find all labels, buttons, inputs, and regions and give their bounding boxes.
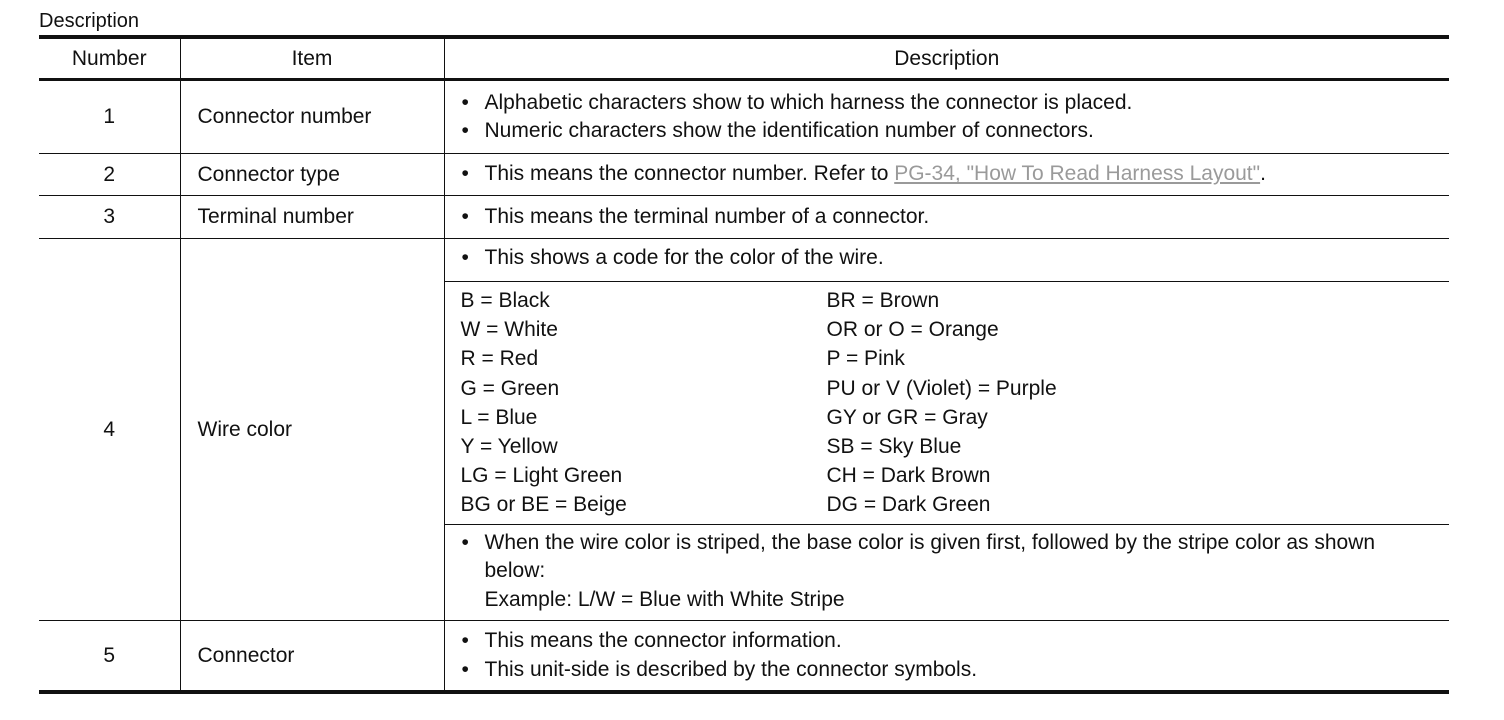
color-code: P = Pink <box>826 347 905 371</box>
color-code: OR or O = Orange <box>826 318 999 342</box>
row-item: Connector <box>180 621 444 693</box>
color-code: BR = Brown <box>826 289 940 312</box>
color-code: R = Red <box>460 347 539 371</box>
bullet-item: • Numeric characters show the identification number of connectors. <box>461 117 1436 146</box>
bullet-item <box>461 529 1436 615</box>
color-code: LG = Light Green <box>460 464 623 488</box>
bullet-text-end: . <box>1260 162 1266 186</box>
header-row <box>39 37 1449 80</box>
color-code: L = Blue <box>460 405 538 429</box>
color-code-list <box>445 281 1450 524</box>
bullet-item: • This unit-side is described by the connector symbols. <box>461 656 1436 685</box>
table-row <box>39 621 1449 693</box>
row-number: 1 <box>39 80 180 154</box>
color-code: GY or GR = Gray <box>826 405 988 429</box>
row-number: 5 <box>39 621 180 693</box>
stripe-text: • When the wire color is striped, the base color is given first, followed by the stripe color as shown below: <box>484 530 1376 583</box>
table-caption: Description <box>39 10 140 32</box>
wire-color-intro <box>445 239 1450 281</box>
color-code: Y = Yellow <box>460 435 558 459</box>
row-description <box>444 80 1449 154</box>
table-row <box>39 239 1449 621</box>
row-description <box>444 239 1449 621</box>
stripe-note <box>445 524 1450 621</box>
row-description <box>444 196 1449 239</box>
bullet-item: • This shows a code for the color of the wire. <box>461 244 1436 273</box>
row-item: Connector type <box>180 154 444 196</box>
row-description <box>444 621 1449 693</box>
color-code: G = Green <box>460 376 560 400</box>
header-description: Description <box>444 37 1449 80</box>
header-item: Item <box>180 37 444 80</box>
bullet-item: • This means the connector information. <box>461 627 1436 656</box>
color-code: W = White <box>460 318 558 342</box>
bullet-item: • This means the terminal number of a connector. <box>461 203 1436 232</box>
row-number: 4 <box>39 239 180 621</box>
row-description <box>444 154 1449 196</box>
table-row <box>39 154 1449 196</box>
row-item: Wire color <box>180 239 444 621</box>
row-item: Connector number <box>180 80 444 154</box>
description-table <box>39 35 1449 694</box>
bullet-text: This means the connector number. Refer to <box>484 162 895 186</box>
row-number: 2 <box>39 154 180 196</box>
header-number: Number <box>39 37 180 80</box>
color-code: BG or BE = Beige <box>460 493 627 517</box>
row-item: Terminal number <box>180 196 444 239</box>
color-code: SB = Sky Blue <box>826 435 962 459</box>
harness-layout-link[interactable]: PG-34, "How To Read Harness Layout" <box>894 162 1261 186</box>
color-code: B = Black <box>460 289 550 312</box>
color-code: PU or V (Violet) = Purple <box>826 376 1057 400</box>
row-number: 3 <box>39 196 180 239</box>
bullet-item <box>461 160 1436 189</box>
table-row <box>39 80 1449 154</box>
color-code: DG = Dark Green <box>826 493 991 517</box>
color-code: CH = Dark Brown <box>826 464 991 488</box>
table-row <box>39 196 1449 239</box>
stripe-example: Example: L/W = Blue with White Stripe <box>484 587 845 611</box>
bullet-item: • Alphabetic characters show to which harness the connector is placed. <box>461 89 1436 118</box>
